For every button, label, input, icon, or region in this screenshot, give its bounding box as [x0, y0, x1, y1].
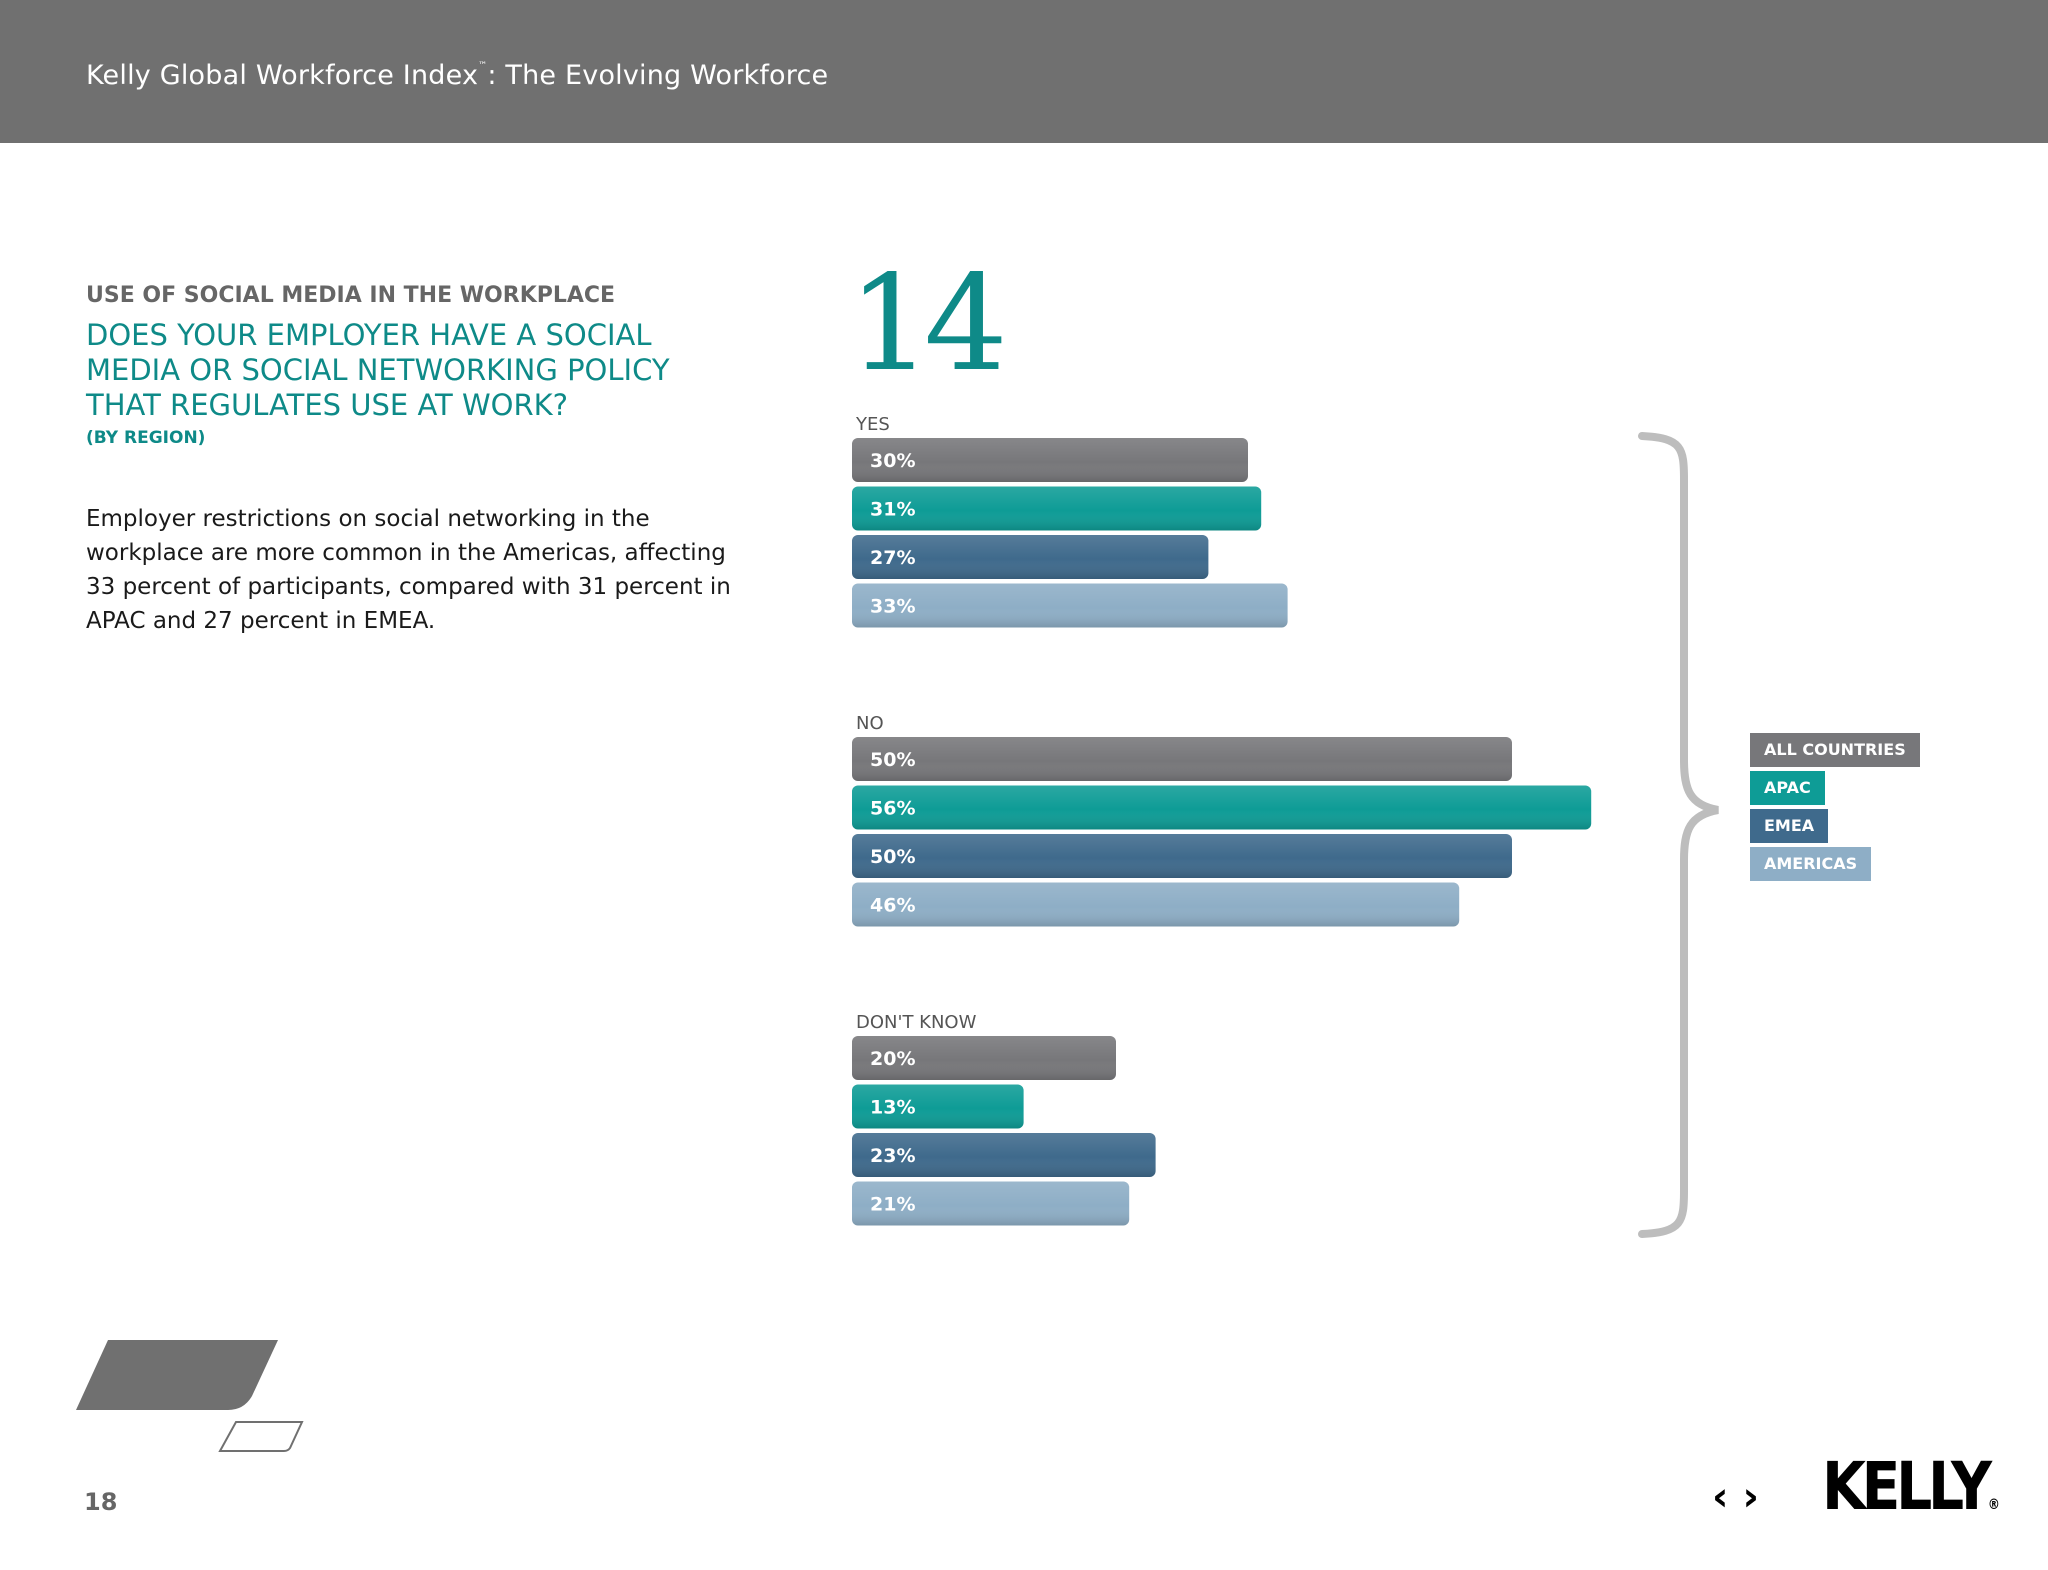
page-number: 18 [84, 1488, 118, 1516]
bar-value-label: 56% [870, 797, 916, 820]
survey-question: DOES YOUR EMPLOYER HAVE A SOCIAL MEDIA OR SOCIAL NETWORKING POLICY THAT REGULATES USE AT WORK? [86, 318, 670, 422]
legend-brace [1642, 436, 1718, 1234]
bar-shading [852, 737, 1512, 781]
category-label: NO [856, 713, 884, 734]
body-text: Employer restrictions on social networking in the workplace are more common in the Americas, affecting 33 percent of participants, compared with 31 percent in APAC and 27 percent in EMEA. [86, 506, 731, 634]
header-title: Kelly Global Workforce Index™: The Evolving Workforce [86, 60, 829, 91]
decorative-parallelogram-large [72, 1338, 282, 1414]
chevron-right-icon[interactable]: › [1742, 1474, 1773, 1520]
legend-item: EMEA [1750, 809, 1828, 843]
decorative-parallelogram-small [218, 1420, 308, 1454]
kelly-logo: KELLY® [1822, 1448, 2000, 1525]
bar-value-label: 23% [870, 1145, 916, 1167]
legend-item: AMERICAS [1750, 847, 1871, 881]
bar-value-label: 27% [870, 547, 916, 569]
bar-shading [852, 883, 1459, 927]
chevron-left-icon[interactable]: ‹ [1712, 1474, 1743, 1520]
section-eyebrow: USE OF SOCIAL MEDIA IN THE WORKPLACE [86, 283, 616, 308]
bar-shading [852, 834, 1512, 878]
category-label: DON'T KNOW [856, 1012, 977, 1033]
bar-value-label: 13% [870, 1096, 916, 1119]
legend-item: APAC [1750, 771, 1825, 805]
bar-value-label: 21% [870, 1193, 916, 1216]
bar-value-label: 20% [870, 1048, 916, 1070]
bar-value-label: 31% [870, 498, 916, 521]
figure-number: 14 [848, 247, 1000, 401]
bar-value-label: 50% [870, 749, 916, 771]
bar-shading [852, 786, 1591, 830]
category-label: YES [856, 414, 890, 435]
bar-value-label: 46% [870, 894, 916, 917]
region-qualifier: (BY REGION) [86, 428, 206, 448]
bar-value-label: 30% [870, 450, 916, 472]
bar-value-label: 50% [870, 846, 916, 868]
bar-shading [852, 584, 1288, 628]
legend-item: ALL COUNTRIES [1750, 733, 1920, 767]
chart-legend [1750, 733, 1920, 885]
bar-value-label: 33% [870, 595, 916, 618]
page-navigation [1712, 1474, 1773, 1520]
